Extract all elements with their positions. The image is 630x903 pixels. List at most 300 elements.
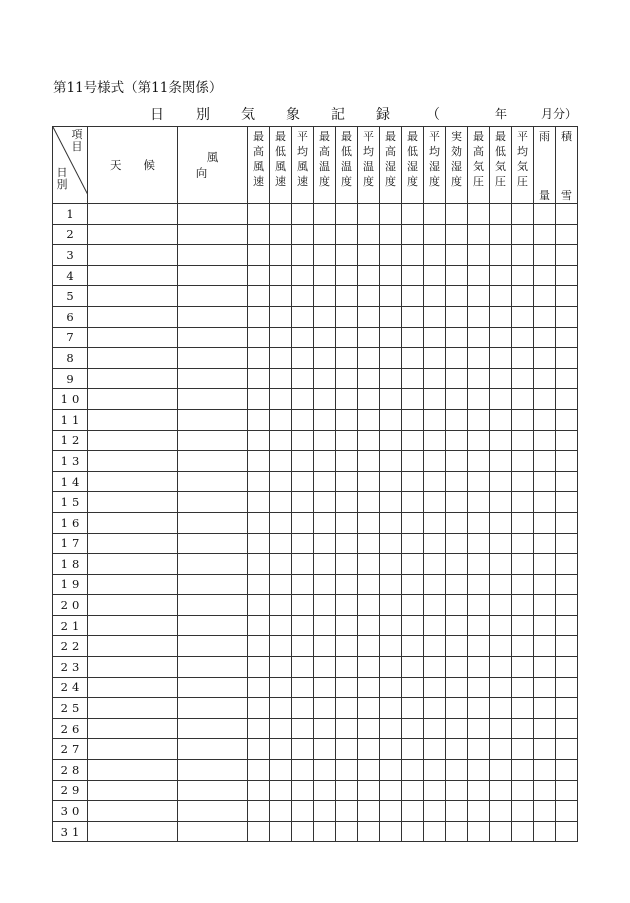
entry-cell[interactable] xyxy=(336,718,358,739)
entry-cell[interactable] xyxy=(358,224,380,245)
entry-cell[interactable] xyxy=(490,512,512,533)
entry-cell[interactable] xyxy=(358,821,380,842)
entry-cell[interactable] xyxy=(468,698,490,719)
entry-cell[interactable] xyxy=(490,533,512,554)
entry-cell[interactable] xyxy=(88,780,178,801)
entry-cell[interactable] xyxy=(248,760,270,781)
entry-cell[interactable] xyxy=(314,595,336,616)
entry-cell[interactable] xyxy=(512,718,534,739)
entry-cell[interactable] xyxy=(314,204,336,225)
entry-cell[interactable] xyxy=(534,306,556,327)
entry-cell[interactable] xyxy=(88,554,178,575)
entry-cell[interactable] xyxy=(512,739,534,760)
entry-cell[interactable] xyxy=(270,821,292,842)
entry-cell[interactable] xyxy=(512,348,534,369)
entry-cell[interactable] xyxy=(248,245,270,266)
entry-cell[interactable] xyxy=(292,698,314,719)
entry-cell[interactable] xyxy=(556,739,578,760)
entry-cell[interactable] xyxy=(402,512,424,533)
entry-cell[interactable] xyxy=(512,821,534,842)
entry-cell[interactable] xyxy=(336,821,358,842)
entry-cell[interactable] xyxy=(556,451,578,472)
entry-cell[interactable] xyxy=(402,471,424,492)
entry-cell[interactable] xyxy=(424,636,446,657)
entry-cell[interactable] xyxy=(446,739,468,760)
entry-cell[interactable] xyxy=(336,409,358,430)
entry-cell[interactable] xyxy=(270,512,292,533)
entry-cell[interactable] xyxy=(336,657,358,678)
entry-cell[interactable] xyxy=(292,533,314,554)
entry-cell[interactable] xyxy=(358,739,380,760)
entry-cell[interactable] xyxy=(270,471,292,492)
entry-cell[interactable] xyxy=(178,739,248,760)
entry-cell[interactable] xyxy=(248,554,270,575)
entry-cell[interactable] xyxy=(402,533,424,554)
entry-cell[interactable] xyxy=(248,801,270,822)
entry-cell[interactable] xyxy=(314,224,336,245)
entry-cell[interactable] xyxy=(292,780,314,801)
entry-cell[interactable] xyxy=(490,492,512,513)
entry-cell[interactable] xyxy=(534,718,556,739)
entry-cell[interactable] xyxy=(490,245,512,266)
entry-cell[interactable] xyxy=(248,471,270,492)
entry-cell[interactable] xyxy=(380,389,402,410)
entry-cell[interactable] xyxy=(314,451,336,472)
entry-cell[interactable] xyxy=(314,677,336,698)
entry-cell[interactable] xyxy=(534,451,556,472)
entry-cell[interactable] xyxy=(468,780,490,801)
entry-cell[interactable] xyxy=(178,595,248,616)
entry-cell[interactable] xyxy=(270,801,292,822)
entry-cell[interactable] xyxy=(314,821,336,842)
entry-cell[interactable] xyxy=(248,409,270,430)
entry-cell[interactable] xyxy=(380,677,402,698)
entry-cell[interactable] xyxy=(468,327,490,348)
entry-cell[interactable] xyxy=(248,574,270,595)
entry-cell[interactable] xyxy=(292,451,314,472)
entry-cell[interactable] xyxy=(380,718,402,739)
entry-cell[interactable] xyxy=(336,780,358,801)
entry-cell[interactable] xyxy=(556,657,578,678)
entry-cell[interactable] xyxy=(424,471,446,492)
entry-cell[interactable] xyxy=(402,430,424,451)
entry-cell[interactable] xyxy=(402,265,424,286)
entry-cell[interactable] xyxy=(490,265,512,286)
entry-cell[interactable] xyxy=(358,348,380,369)
entry-cell[interactable] xyxy=(446,533,468,554)
entry-cell[interactable] xyxy=(490,204,512,225)
entry-cell[interactable] xyxy=(178,636,248,657)
entry-cell[interactable] xyxy=(358,409,380,430)
entry-cell[interactable] xyxy=(358,554,380,575)
entry-cell[interactable] xyxy=(446,595,468,616)
entry-cell[interactable] xyxy=(248,780,270,801)
entry-cell[interactable] xyxy=(512,368,534,389)
entry-cell[interactable] xyxy=(556,595,578,616)
entry-cell[interactable] xyxy=(402,204,424,225)
entry-cell[interactable] xyxy=(358,430,380,451)
entry-cell[interactable] xyxy=(314,533,336,554)
entry-cell[interactable] xyxy=(446,327,468,348)
entry-cell[interactable] xyxy=(402,595,424,616)
entry-cell[interactable] xyxy=(88,657,178,678)
entry-cell[interactable] xyxy=(336,595,358,616)
entry-cell[interactable] xyxy=(270,574,292,595)
entry-cell[interactable] xyxy=(336,327,358,348)
entry-cell[interactable] xyxy=(292,327,314,348)
entry-cell[interactable] xyxy=(424,348,446,369)
entry-cell[interactable] xyxy=(270,698,292,719)
entry-cell[interactable] xyxy=(248,306,270,327)
entry-cell[interactable] xyxy=(88,471,178,492)
entry-cell[interactable] xyxy=(248,718,270,739)
entry-cell[interactable] xyxy=(402,698,424,719)
entry-cell[interactable] xyxy=(358,389,380,410)
entry-cell[interactable] xyxy=(468,801,490,822)
entry-cell[interactable] xyxy=(314,471,336,492)
entry-cell[interactable] xyxy=(270,760,292,781)
entry-cell[interactable] xyxy=(248,657,270,678)
entry-cell[interactable] xyxy=(490,409,512,430)
entry-cell[interactable] xyxy=(336,368,358,389)
entry-cell[interactable] xyxy=(336,306,358,327)
entry-cell[interactable] xyxy=(468,492,490,513)
entry-cell[interactable] xyxy=(358,245,380,266)
entry-cell[interactable] xyxy=(556,471,578,492)
entry-cell[interactable] xyxy=(88,224,178,245)
entry-cell[interactable] xyxy=(292,389,314,410)
entry-cell[interactable] xyxy=(314,801,336,822)
entry-cell[interactable] xyxy=(424,245,446,266)
entry-cell[interactable] xyxy=(512,430,534,451)
entry-cell[interactable] xyxy=(380,801,402,822)
entry-cell[interactable] xyxy=(358,657,380,678)
entry-cell[interactable] xyxy=(314,409,336,430)
entry-cell[interactable] xyxy=(336,760,358,781)
entry-cell[interactable] xyxy=(270,389,292,410)
entry-cell[interactable] xyxy=(424,451,446,472)
entry-cell[interactable] xyxy=(490,224,512,245)
entry-cell[interactable] xyxy=(178,615,248,636)
entry-cell[interactable] xyxy=(534,204,556,225)
entry-cell[interactable] xyxy=(270,327,292,348)
entry-cell[interactable] xyxy=(248,265,270,286)
entry-cell[interactable] xyxy=(446,760,468,781)
entry-cell[interactable] xyxy=(512,512,534,533)
entry-cell[interactable] xyxy=(270,265,292,286)
entry-cell[interactable] xyxy=(490,615,512,636)
entry-cell[interactable] xyxy=(358,204,380,225)
entry-cell[interactable] xyxy=(534,265,556,286)
entry-cell[interactable] xyxy=(248,430,270,451)
entry-cell[interactable] xyxy=(556,492,578,513)
entry-cell[interactable] xyxy=(88,389,178,410)
entry-cell[interactable] xyxy=(380,698,402,719)
entry-cell[interactable] xyxy=(270,409,292,430)
entry-cell[interactable] xyxy=(556,780,578,801)
entry-cell[interactable] xyxy=(314,739,336,760)
entry-cell[interactable] xyxy=(314,430,336,451)
entry-cell[interactable] xyxy=(358,265,380,286)
entry-cell[interactable] xyxy=(314,389,336,410)
entry-cell[interactable] xyxy=(248,389,270,410)
entry-cell[interactable] xyxy=(556,718,578,739)
entry-cell[interactable] xyxy=(178,657,248,678)
entry-cell[interactable] xyxy=(88,595,178,616)
entry-cell[interactable] xyxy=(380,348,402,369)
entry-cell[interactable] xyxy=(358,574,380,595)
entry-cell[interactable] xyxy=(490,554,512,575)
entry-cell[interactable] xyxy=(336,801,358,822)
entry-cell[interactable] xyxy=(178,451,248,472)
entry-cell[interactable] xyxy=(402,574,424,595)
entry-cell[interactable] xyxy=(490,657,512,678)
entry-cell[interactable] xyxy=(292,368,314,389)
entry-cell[interactable] xyxy=(88,533,178,554)
entry-cell[interactable] xyxy=(314,780,336,801)
entry-cell[interactable] xyxy=(292,306,314,327)
entry-cell[interactable] xyxy=(270,739,292,760)
entry-cell[interactable] xyxy=(402,286,424,307)
entry-cell[interactable] xyxy=(380,533,402,554)
entry-cell[interactable] xyxy=(178,368,248,389)
entry-cell[interactable] xyxy=(292,595,314,616)
entry-cell[interactable] xyxy=(424,595,446,616)
entry-cell[interactable] xyxy=(178,430,248,451)
entry-cell[interactable] xyxy=(424,821,446,842)
entry-cell[interactable] xyxy=(380,636,402,657)
entry-cell[interactable] xyxy=(292,409,314,430)
entry-cell[interactable] xyxy=(512,471,534,492)
entry-cell[interactable] xyxy=(402,327,424,348)
entry-cell[interactable] xyxy=(512,265,534,286)
entry-cell[interactable] xyxy=(336,471,358,492)
entry-cell[interactable] xyxy=(468,471,490,492)
entry-cell[interactable] xyxy=(248,286,270,307)
entry-cell[interactable] xyxy=(88,492,178,513)
entry-cell[interactable] xyxy=(358,615,380,636)
entry-cell[interactable] xyxy=(534,224,556,245)
entry-cell[interactable] xyxy=(424,224,446,245)
entry-cell[interactable] xyxy=(534,348,556,369)
entry-cell[interactable] xyxy=(88,760,178,781)
entry-cell[interactable] xyxy=(402,389,424,410)
entry-cell[interactable] xyxy=(512,451,534,472)
entry-cell[interactable] xyxy=(380,265,402,286)
entry-cell[interactable] xyxy=(512,801,534,822)
entry-cell[interactable] xyxy=(468,389,490,410)
entry-cell[interactable] xyxy=(534,430,556,451)
entry-cell[interactable] xyxy=(314,615,336,636)
entry-cell[interactable] xyxy=(446,451,468,472)
entry-cell[interactable] xyxy=(270,492,292,513)
entry-cell[interactable] xyxy=(248,821,270,842)
entry-cell[interactable] xyxy=(490,636,512,657)
entry-cell[interactable] xyxy=(446,348,468,369)
entry-cell[interactable] xyxy=(292,739,314,760)
entry-cell[interactable] xyxy=(534,677,556,698)
entry-cell[interactable] xyxy=(178,554,248,575)
entry-cell[interactable] xyxy=(336,615,358,636)
entry-cell[interactable] xyxy=(402,451,424,472)
entry-cell[interactable] xyxy=(178,265,248,286)
entry-cell[interactable] xyxy=(270,224,292,245)
entry-cell[interactable] xyxy=(270,368,292,389)
entry-cell[interactable] xyxy=(424,204,446,225)
entry-cell[interactable] xyxy=(358,801,380,822)
entry-cell[interactable] xyxy=(446,780,468,801)
entry-cell[interactable] xyxy=(270,657,292,678)
entry-cell[interactable] xyxy=(178,224,248,245)
entry-cell[interactable] xyxy=(446,471,468,492)
entry-cell[interactable] xyxy=(88,430,178,451)
entry-cell[interactable] xyxy=(446,554,468,575)
entry-cell[interactable] xyxy=(556,224,578,245)
entry-cell[interactable] xyxy=(446,512,468,533)
entry-cell[interactable] xyxy=(468,739,490,760)
entry-cell[interactable] xyxy=(292,636,314,657)
entry-cell[interactable] xyxy=(402,368,424,389)
entry-cell[interactable] xyxy=(490,348,512,369)
entry-cell[interactable] xyxy=(534,595,556,616)
entry-cell[interactable] xyxy=(358,286,380,307)
entry-cell[interactable] xyxy=(446,636,468,657)
entry-cell[interactable] xyxy=(490,801,512,822)
entry-cell[interactable] xyxy=(424,430,446,451)
entry-cell[interactable] xyxy=(402,492,424,513)
entry-cell[interactable] xyxy=(534,801,556,822)
entry-cell[interactable] xyxy=(336,636,358,657)
entry-cell[interactable] xyxy=(380,204,402,225)
entry-cell[interactable] xyxy=(88,718,178,739)
entry-cell[interactable] xyxy=(534,615,556,636)
entry-cell[interactable] xyxy=(178,821,248,842)
entry-cell[interactable] xyxy=(178,512,248,533)
entry-cell[interactable] xyxy=(402,801,424,822)
entry-cell[interactable] xyxy=(424,698,446,719)
entry-cell[interactable] xyxy=(314,718,336,739)
entry-cell[interactable] xyxy=(556,204,578,225)
entry-cell[interactable] xyxy=(292,615,314,636)
entry-cell[interactable] xyxy=(358,780,380,801)
entry-cell[interactable] xyxy=(88,698,178,719)
entry-cell[interactable] xyxy=(358,327,380,348)
entry-cell[interactable] xyxy=(512,636,534,657)
entry-cell[interactable] xyxy=(248,492,270,513)
entry-cell[interactable] xyxy=(336,389,358,410)
entry-cell[interactable] xyxy=(358,512,380,533)
entry-cell[interactable] xyxy=(178,204,248,225)
entry-cell[interactable] xyxy=(490,698,512,719)
entry-cell[interactable] xyxy=(380,286,402,307)
entry-cell[interactable] xyxy=(358,451,380,472)
entry-cell[interactable] xyxy=(512,677,534,698)
entry-cell[interactable] xyxy=(292,430,314,451)
entry-cell[interactable] xyxy=(380,657,402,678)
entry-cell[interactable] xyxy=(446,698,468,719)
entry-cell[interactable] xyxy=(88,306,178,327)
entry-cell[interactable] xyxy=(556,574,578,595)
entry-cell[interactable] xyxy=(88,286,178,307)
entry-cell[interactable] xyxy=(270,348,292,369)
entry-cell[interactable] xyxy=(556,821,578,842)
entry-cell[interactable] xyxy=(292,574,314,595)
entry-cell[interactable] xyxy=(248,677,270,698)
entry-cell[interactable] xyxy=(336,533,358,554)
entry-cell[interactable] xyxy=(512,574,534,595)
entry-cell[interactable] xyxy=(468,306,490,327)
entry-cell[interactable] xyxy=(292,718,314,739)
entry-cell[interactable] xyxy=(88,801,178,822)
entry-cell[interactable] xyxy=(336,245,358,266)
entry-cell[interactable] xyxy=(556,348,578,369)
entry-cell[interactable] xyxy=(336,430,358,451)
entry-cell[interactable] xyxy=(446,245,468,266)
entry-cell[interactable] xyxy=(336,739,358,760)
entry-cell[interactable] xyxy=(178,801,248,822)
entry-cell[interactable] xyxy=(512,533,534,554)
entry-cell[interactable] xyxy=(468,245,490,266)
entry-cell[interactable] xyxy=(512,224,534,245)
entry-cell[interactable] xyxy=(358,595,380,616)
entry-cell[interactable] xyxy=(358,698,380,719)
entry-cell[interactable] xyxy=(490,368,512,389)
entry-cell[interactable] xyxy=(88,615,178,636)
entry-cell[interactable] xyxy=(534,780,556,801)
entry-cell[interactable] xyxy=(248,615,270,636)
entry-cell[interactable] xyxy=(446,204,468,225)
entry-cell[interactable] xyxy=(336,698,358,719)
entry-cell[interactable] xyxy=(556,389,578,410)
entry-cell[interactable] xyxy=(490,780,512,801)
entry-cell[interactable] xyxy=(446,718,468,739)
entry-cell[interactable] xyxy=(88,327,178,348)
entry-cell[interactable] xyxy=(178,409,248,430)
entry-cell[interactable] xyxy=(490,286,512,307)
entry-cell[interactable] xyxy=(534,554,556,575)
entry-cell[interactable] xyxy=(402,677,424,698)
entry-cell[interactable] xyxy=(314,265,336,286)
entry-cell[interactable] xyxy=(292,492,314,513)
entry-cell[interactable] xyxy=(292,245,314,266)
entry-cell[interactable] xyxy=(534,327,556,348)
entry-cell[interactable] xyxy=(424,801,446,822)
entry-cell[interactable] xyxy=(292,760,314,781)
entry-cell[interactable] xyxy=(512,657,534,678)
entry-cell[interactable] xyxy=(292,265,314,286)
entry-cell[interactable] xyxy=(270,430,292,451)
entry-cell[interactable] xyxy=(88,512,178,533)
entry-cell[interactable] xyxy=(380,821,402,842)
entry-cell[interactable] xyxy=(468,657,490,678)
entry-cell[interactable] xyxy=(248,204,270,225)
entry-cell[interactable] xyxy=(446,286,468,307)
entry-cell[interactable] xyxy=(88,636,178,657)
entry-cell[interactable] xyxy=(178,533,248,554)
entry-cell[interactable] xyxy=(534,245,556,266)
entry-cell[interactable] xyxy=(178,286,248,307)
entry-cell[interactable] xyxy=(314,657,336,678)
entry-cell[interactable] xyxy=(424,327,446,348)
entry-cell[interactable] xyxy=(292,348,314,369)
entry-cell[interactable] xyxy=(446,224,468,245)
entry-cell[interactable] xyxy=(88,677,178,698)
entry-cell[interactable] xyxy=(270,245,292,266)
entry-cell[interactable] xyxy=(534,821,556,842)
entry-cell[interactable] xyxy=(248,533,270,554)
entry-cell[interactable] xyxy=(468,512,490,533)
entry-cell[interactable] xyxy=(446,492,468,513)
